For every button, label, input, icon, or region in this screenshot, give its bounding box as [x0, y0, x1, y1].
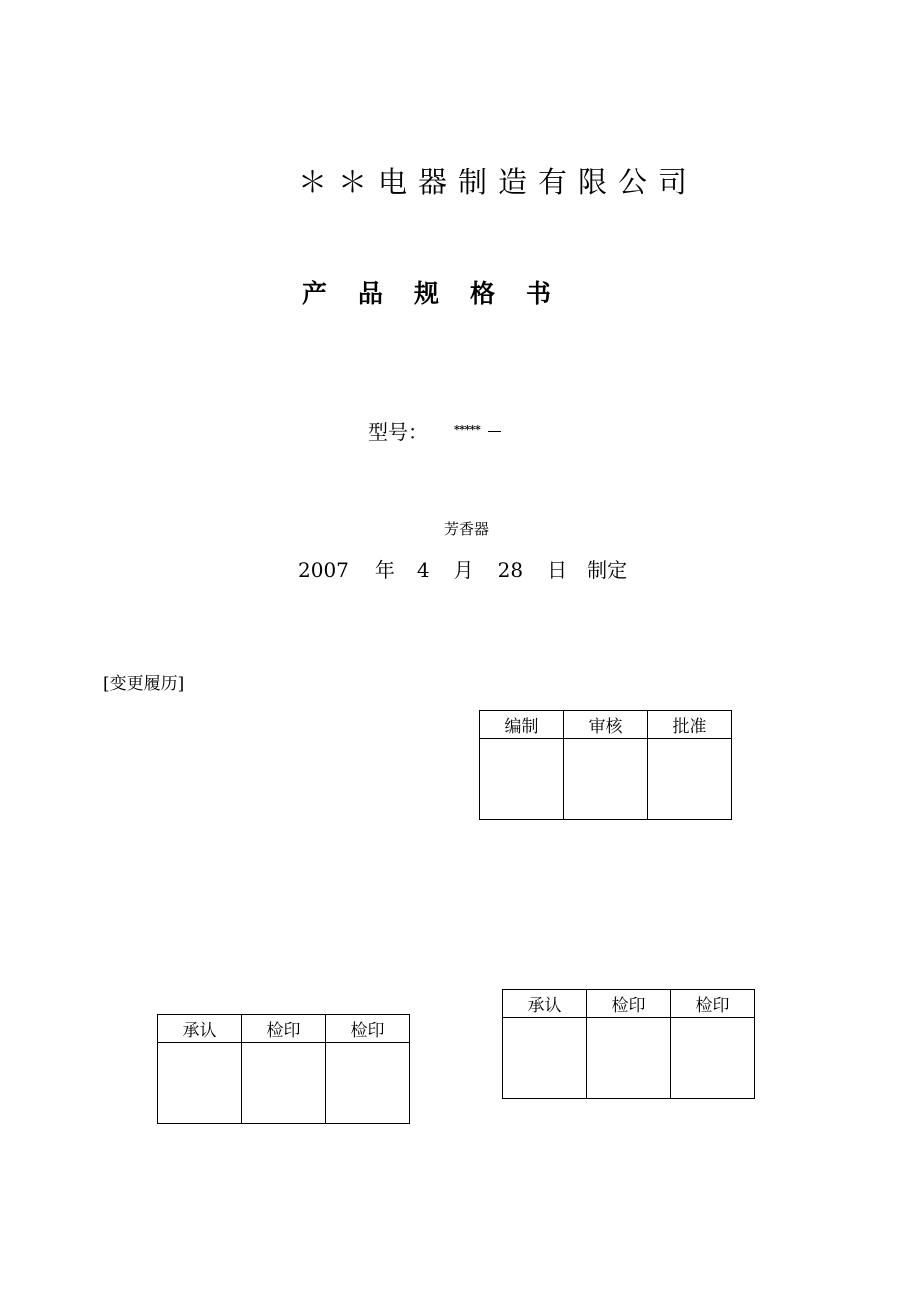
stamp-cell	[326, 1043, 410, 1124]
date-year: 2007	[298, 558, 349, 582]
header-inspected: 检印	[587, 990, 671, 1018]
header-acknowledged: 承认	[503, 990, 587, 1018]
customer-check-table-left	[157, 1014, 410, 1124]
stamp-cell	[158, 1043, 242, 1124]
signature-cell-compiled	[480, 739, 564, 820]
company-name: ＊＊电器制造有限公司	[297, 165, 698, 199]
customer-check-table-right	[502, 989, 755, 1099]
header-approved: 批准	[648, 711, 732, 739]
header-inspected: 检印	[326, 1015, 410, 1043]
signature-cell-reviewed	[564, 739, 648, 820]
date-month: 4	[416, 558, 430, 582]
date-day: 28	[497, 558, 524, 582]
signature-cell-approved	[648, 739, 732, 820]
approval-signature-table	[479, 710, 732, 820]
document-title: 产品规格书	[301, 279, 582, 308]
issue-date	[298, 556, 627, 584]
stamp-cell	[671, 1018, 755, 1099]
header-reviewed: 审核	[564, 711, 648, 739]
header-acknowledged: 承认	[158, 1015, 242, 1043]
date-year-unit: 年	[374, 558, 395, 582]
stamp-cell	[242, 1043, 326, 1124]
stamp-cell	[503, 1018, 587, 1099]
date-suffix: 制定	[587, 558, 628, 582]
date-month-unit: 月	[453, 558, 474, 582]
model-underline	[488, 431, 501, 432]
change-history-label: [变更履历]	[103, 674, 185, 694]
date-day-unit: 日	[547, 558, 568, 582]
header-inspected: 检印	[671, 990, 755, 1018]
stamp-cell	[587, 1018, 671, 1099]
product-name: 芳香器	[444, 520, 490, 538]
header-compiled: 编制	[480, 711, 564, 739]
model-label: 型号：	[368, 420, 428, 444]
model-value: *****	[454, 423, 481, 436]
header-inspected: 检印	[242, 1015, 326, 1043]
